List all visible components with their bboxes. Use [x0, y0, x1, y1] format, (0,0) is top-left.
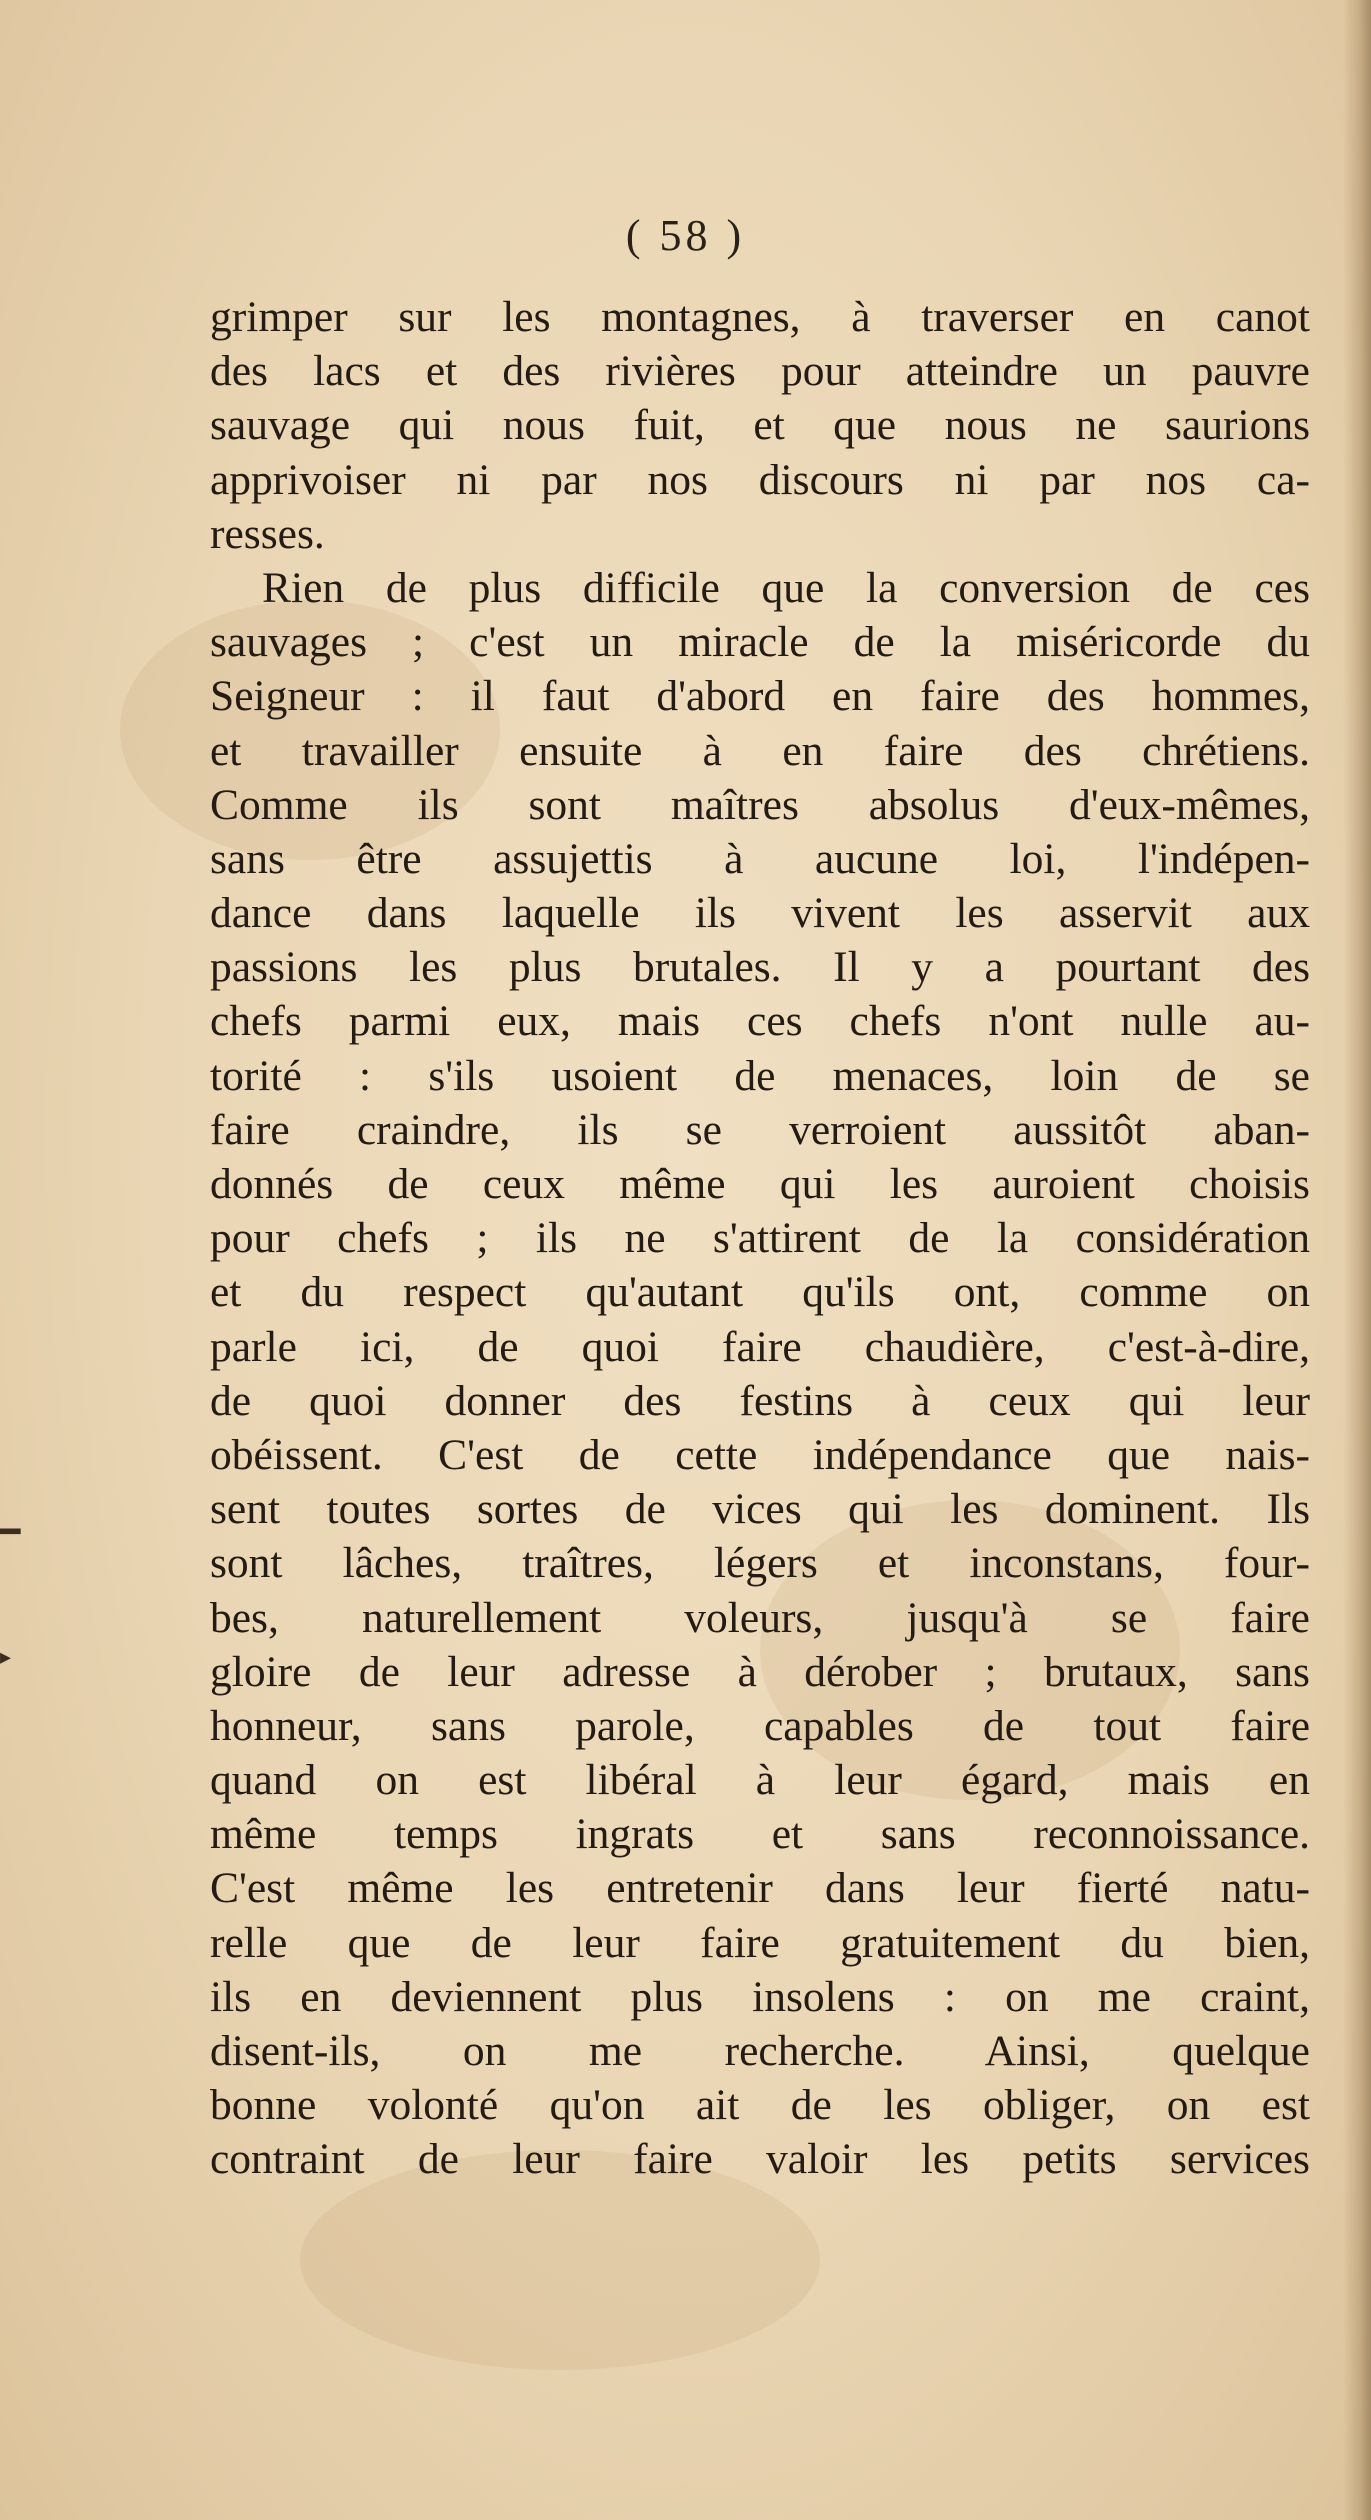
text-line: C'est même les entretenir dans leur fierté natu- — [210, 1864, 1310, 1913]
text-line: ils en deviennent plus insolens : on me craint, — [210, 1972, 1310, 2021]
text-line: torité : s'ils usoient de menaces, loin de se — [210, 1051, 1310, 1100]
text-line: apprivoiser ni par nos discours ni par nos ca- — [210, 455, 1310, 504]
page-edge-shadow — [1343, 0, 1371, 2520]
text-line: donnés de ceux même qui les auroient choisis — [210, 1160, 1310, 1208]
text-line: sent toutes sortes de vices qui les dominent. Ils — [210, 1485, 1310, 1534]
text-line: de quoi donner des festins à ceux qui leur — [210, 1376, 1310, 1425]
text-line: sauvages ; c'est un miracle de la miséricorde du — [210, 618, 1310, 667]
text-line: quand on est libéral à leur égard, mais en — [210, 1756, 1310, 1805]
text-line: relle que de leur faire gratuitement du bien, — [210, 1918, 1310, 1967]
text-line: faire craindre, ils se verroient aussitôt aban- — [210, 1105, 1310, 1154]
text-line: pour chefs ; ils ne s'attirent de la considération — [210, 1214, 1310, 1263]
text-line: Comme ils sont maîtres absolus d'eux-mêmes, — [210, 780, 1310, 829]
text-line: gloire de leur adresse à dérober ; brutaux, sans — [210, 1647, 1310, 1696]
text-line: dance dans laquelle ils vivent les asservit aux — [210, 889, 1310, 938]
text-line: grimper sur les montagnes, à traverser en canot — [210, 293, 1310, 341]
text-line: bes, naturellement voleurs, jusqu'à se faire — [210, 1593, 1310, 1642]
text-line: bonne volonté qu'on ait de les obliger, on est — [210, 2081, 1310, 2130]
text-line: obéissent. C'est de cette indépendance que nais- — [210, 1430, 1310, 1479]
text-line: passions les plus brutales. Il y a pourtant des — [210, 943, 1310, 992]
text-line: resses. — [210, 509, 325, 558]
margin-ink-mark: ━ — [0, 1512, 21, 1552]
text-line: sans être assujettis à aucune loi, l'indépen- — [210, 834, 1310, 883]
page-number: ( 58 ) — [625, 211, 746, 260]
text-line: des lacs et des rivières pour atteindre un pauvre — [210, 347, 1310, 396]
text-line: sauvage qui nous fuit, et que nous ne saurions — [210, 401, 1310, 450]
text-line: et travailler ensuite à en faire des chrétiens. — [210, 726, 1310, 775]
text-line: sont lâches, traîtres, légers et inconstans, four- — [210, 1539, 1310, 1588]
text-line: et du respect qu'autant qu'ils ont, comme on — [210, 1268, 1310, 1317]
body-text — [210, 290, 1310, 2187]
text-line: Seigneur : il faut d'abord en faire des hommes, — [210, 672, 1310, 721]
text-line: honneur, sans parole, capables de tout faire — [210, 1701, 1310, 1750]
text-line: disent-ils, on me recherche. Ainsi, quelque — [210, 2027, 1310, 2075]
text-line: Rien de plus difficile que la conversion de ces — [262, 563, 1310, 612]
text-line: même temps ingrats et sans reconnoissance. — [210, 1810, 1310, 1859]
text-line: chefs parmi eux, mais ces chefs n'ont nulle au- — [210, 997, 1310, 1046]
margin-ink-mark: ▸ — [0, 1645, 12, 1670]
text-line: contraint de leur faire valoir les petits services — [210, 2135, 1310, 2184]
text-line: parle ici, de quoi faire chaudière, c'est-à-dire, — [210, 1322, 1310, 1371]
